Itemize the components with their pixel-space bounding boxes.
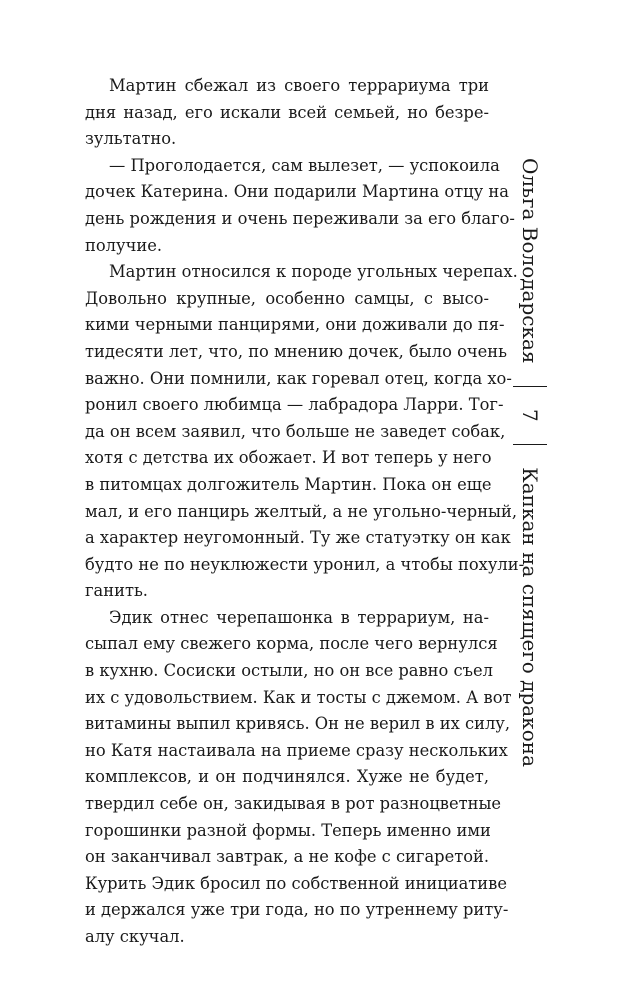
separator-rule (513, 444, 547, 446)
text-line: — Проголодается, сам вылезет, — успокоила (109, 155, 500, 175)
text-line: в питомцах долгожитель Мартин. Пока он еще (85, 474, 492, 494)
running-head (509, 70, 551, 930)
text-line: дочек Катерина. Они подарили Мартина отцу на (85, 182, 509, 202)
book-title: Капкан на спящего дракона (518, 467, 542, 768)
text-line: тидесяти лет, что, по мнению дочек, было очень (85, 341, 507, 361)
text-line: в кухню. Сосиски остыли, но он все равно съел (85, 661, 493, 681)
text-line: горошинки разной формы. Теперь именно ими (85, 820, 491, 840)
text-line: их с удовольствием. Как и тосты с джемом. А вот (85, 687, 512, 707)
text-line: твердил себе он, закидывая в рот разноцветные (85, 794, 502, 814)
text-line: Мартин сбежал из своего террариума три (109, 76, 489, 95)
text-line: получие. (85, 235, 163, 255)
text-line: кими черными панцирями, они доживали до пя- (85, 315, 505, 335)
text-line: Эдик отнес черепашонка в террариум, на- (109, 607, 489, 627)
text-line: важно. Они помнили, как горевал отец, когда хо- (85, 368, 512, 388)
text-line: ганить. (85, 581, 148, 601)
text-line: да он всем заявил, что больше не заведет собак, (85, 421, 506, 441)
text-line: зультатно. (85, 129, 177, 149)
text-line: комплексов, и он подчинялся. Хуже не будет, (85, 767, 489, 787)
text-line: витамины выпил кривясь. Он не верил в их силу, (85, 714, 511, 734)
text-line: ронил своего любимца — лабрадора Ларри. Тог- (85, 395, 504, 415)
text-line: мал, и его панцирь желтый, а не угольно-черный, (85, 501, 518, 521)
text-line: сыпал ему свежего корма, после чего вернулся (85, 634, 498, 654)
text-line: и держался уже три года, но по утреннему риту- (85, 900, 509, 920)
text-line: но Катя настаивала на приеме сразу нескольких (85, 740, 508, 760)
text-line: Курить Эдик бросил по собственной инициативе (85, 873, 507, 893)
text-line: Мартин относился к породе угольных черепах. (109, 262, 518, 282)
body-text (85, 73, 525, 951)
separator-rule (513, 386, 547, 388)
page-number: 7 (518, 409, 542, 422)
text-line: алу скучал. (85, 927, 185, 946)
text-line: он заканчивал завтрак, а не кофе с сигаретой. (85, 847, 490, 867)
text-line: дня назад, его искали всей семьей, но безре- (85, 102, 489, 122)
text-line: будто не по неуклюжести уронил, а чтобы похули- (85, 554, 525, 574)
text-line: а характер неугомонный. Ту же статуэтку он как (85, 528, 511, 548)
text-line: хотя с детства их обожает. И вот теперь у него (85, 448, 492, 468)
running-head-rotated (509, 70, 551, 930)
author-name: Ольга Володарская (518, 158, 542, 364)
text-line: день рождения и очень переживали за его благо- (85, 208, 515, 228)
text-line: Довольно крупные, особенно самцы, с высо- (85, 288, 489, 308)
